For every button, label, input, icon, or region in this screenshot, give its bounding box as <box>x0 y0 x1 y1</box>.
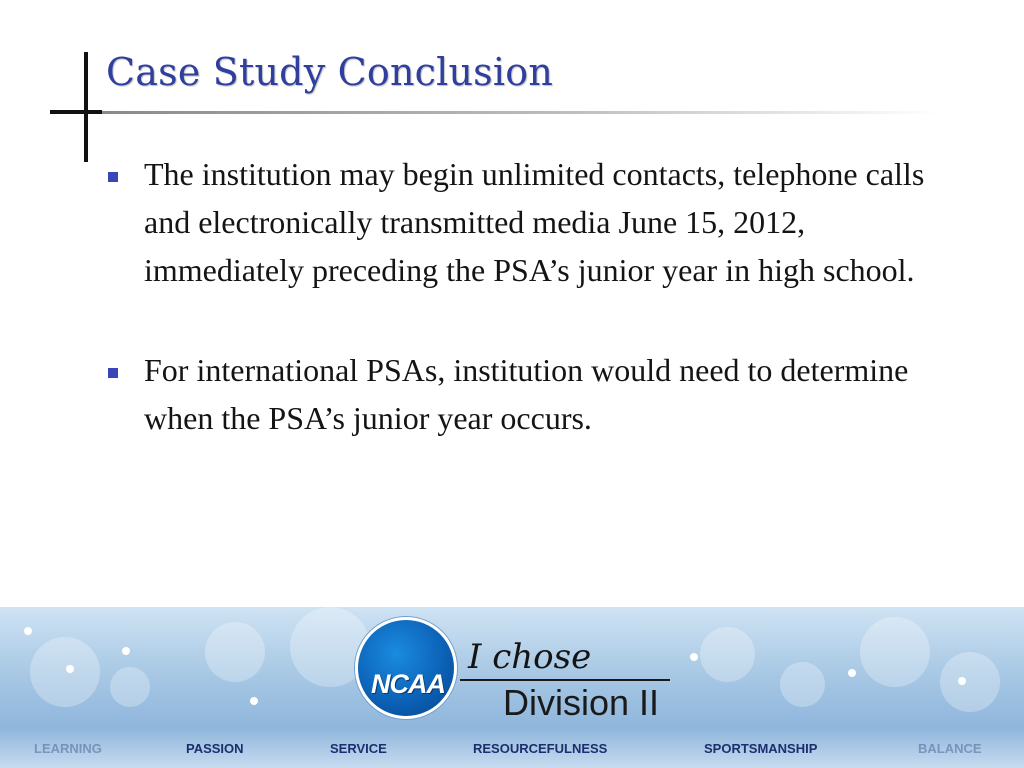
bullet-text: For international PSAs, institution would need to determine when the PSA’s junior year occurs. <box>144 352 909 436</box>
ncaa-logo <box>355 617 457 719</box>
tagline-division: Division II <box>503 682 660 723</box>
bullet-item <box>104 150 964 294</box>
square-bullet-icon <box>108 368 118 378</box>
decorative-bubble <box>780 662 825 707</box>
decorative-bubble <box>30 637 100 707</box>
decorative-dot <box>690 653 698 661</box>
value-balance: BALANCE <box>918 741 982 756</box>
tagline-underline <box>460 679 670 681</box>
decorative-dot <box>24 627 32 635</box>
value-sportsmanship: SPORTSMANSHIP <box>704 741 818 756</box>
decorative-dot <box>66 665 74 673</box>
corner-vertical-line <box>84 52 88 162</box>
bullet-item <box>104 346 964 442</box>
value-passion: PASSION <box>186 741 244 756</box>
decorative-dot <box>848 669 856 677</box>
value-service: SERVICE <box>330 741 387 756</box>
value-learning: LEARNING <box>34 741 102 756</box>
decorative-dot <box>250 697 258 705</box>
decorative-bubble <box>940 652 1000 712</box>
slide-title: Case Study Conclusion <box>106 50 553 94</box>
decorative-dot <box>122 647 130 655</box>
tagline-script: I chose <box>468 637 592 677</box>
square-bullet-icon <box>108 172 118 182</box>
bullet-list <box>104 150 964 442</box>
decorative-bubble <box>700 627 755 682</box>
values-strip <box>0 741 1024 765</box>
decorative-bubble <box>110 667 150 707</box>
bullet-text: The institution may begin unlimited contacts, telephone calls and electronically transmitted media June 15, 2012, immediately preceding the PSA’s junior year in high school. <box>144 156 925 288</box>
corner-horizontal-line <box>50 110 102 114</box>
title-underline <box>102 111 942 114</box>
decorative-bubble <box>860 617 930 687</box>
value-resourcefulness: RESOURCEFULNESS <box>473 741 608 756</box>
ncaa-logo-text: NCAA <box>371 669 445 699</box>
decorative-bubble <box>205 622 265 682</box>
decorative-dot <box>958 677 966 685</box>
